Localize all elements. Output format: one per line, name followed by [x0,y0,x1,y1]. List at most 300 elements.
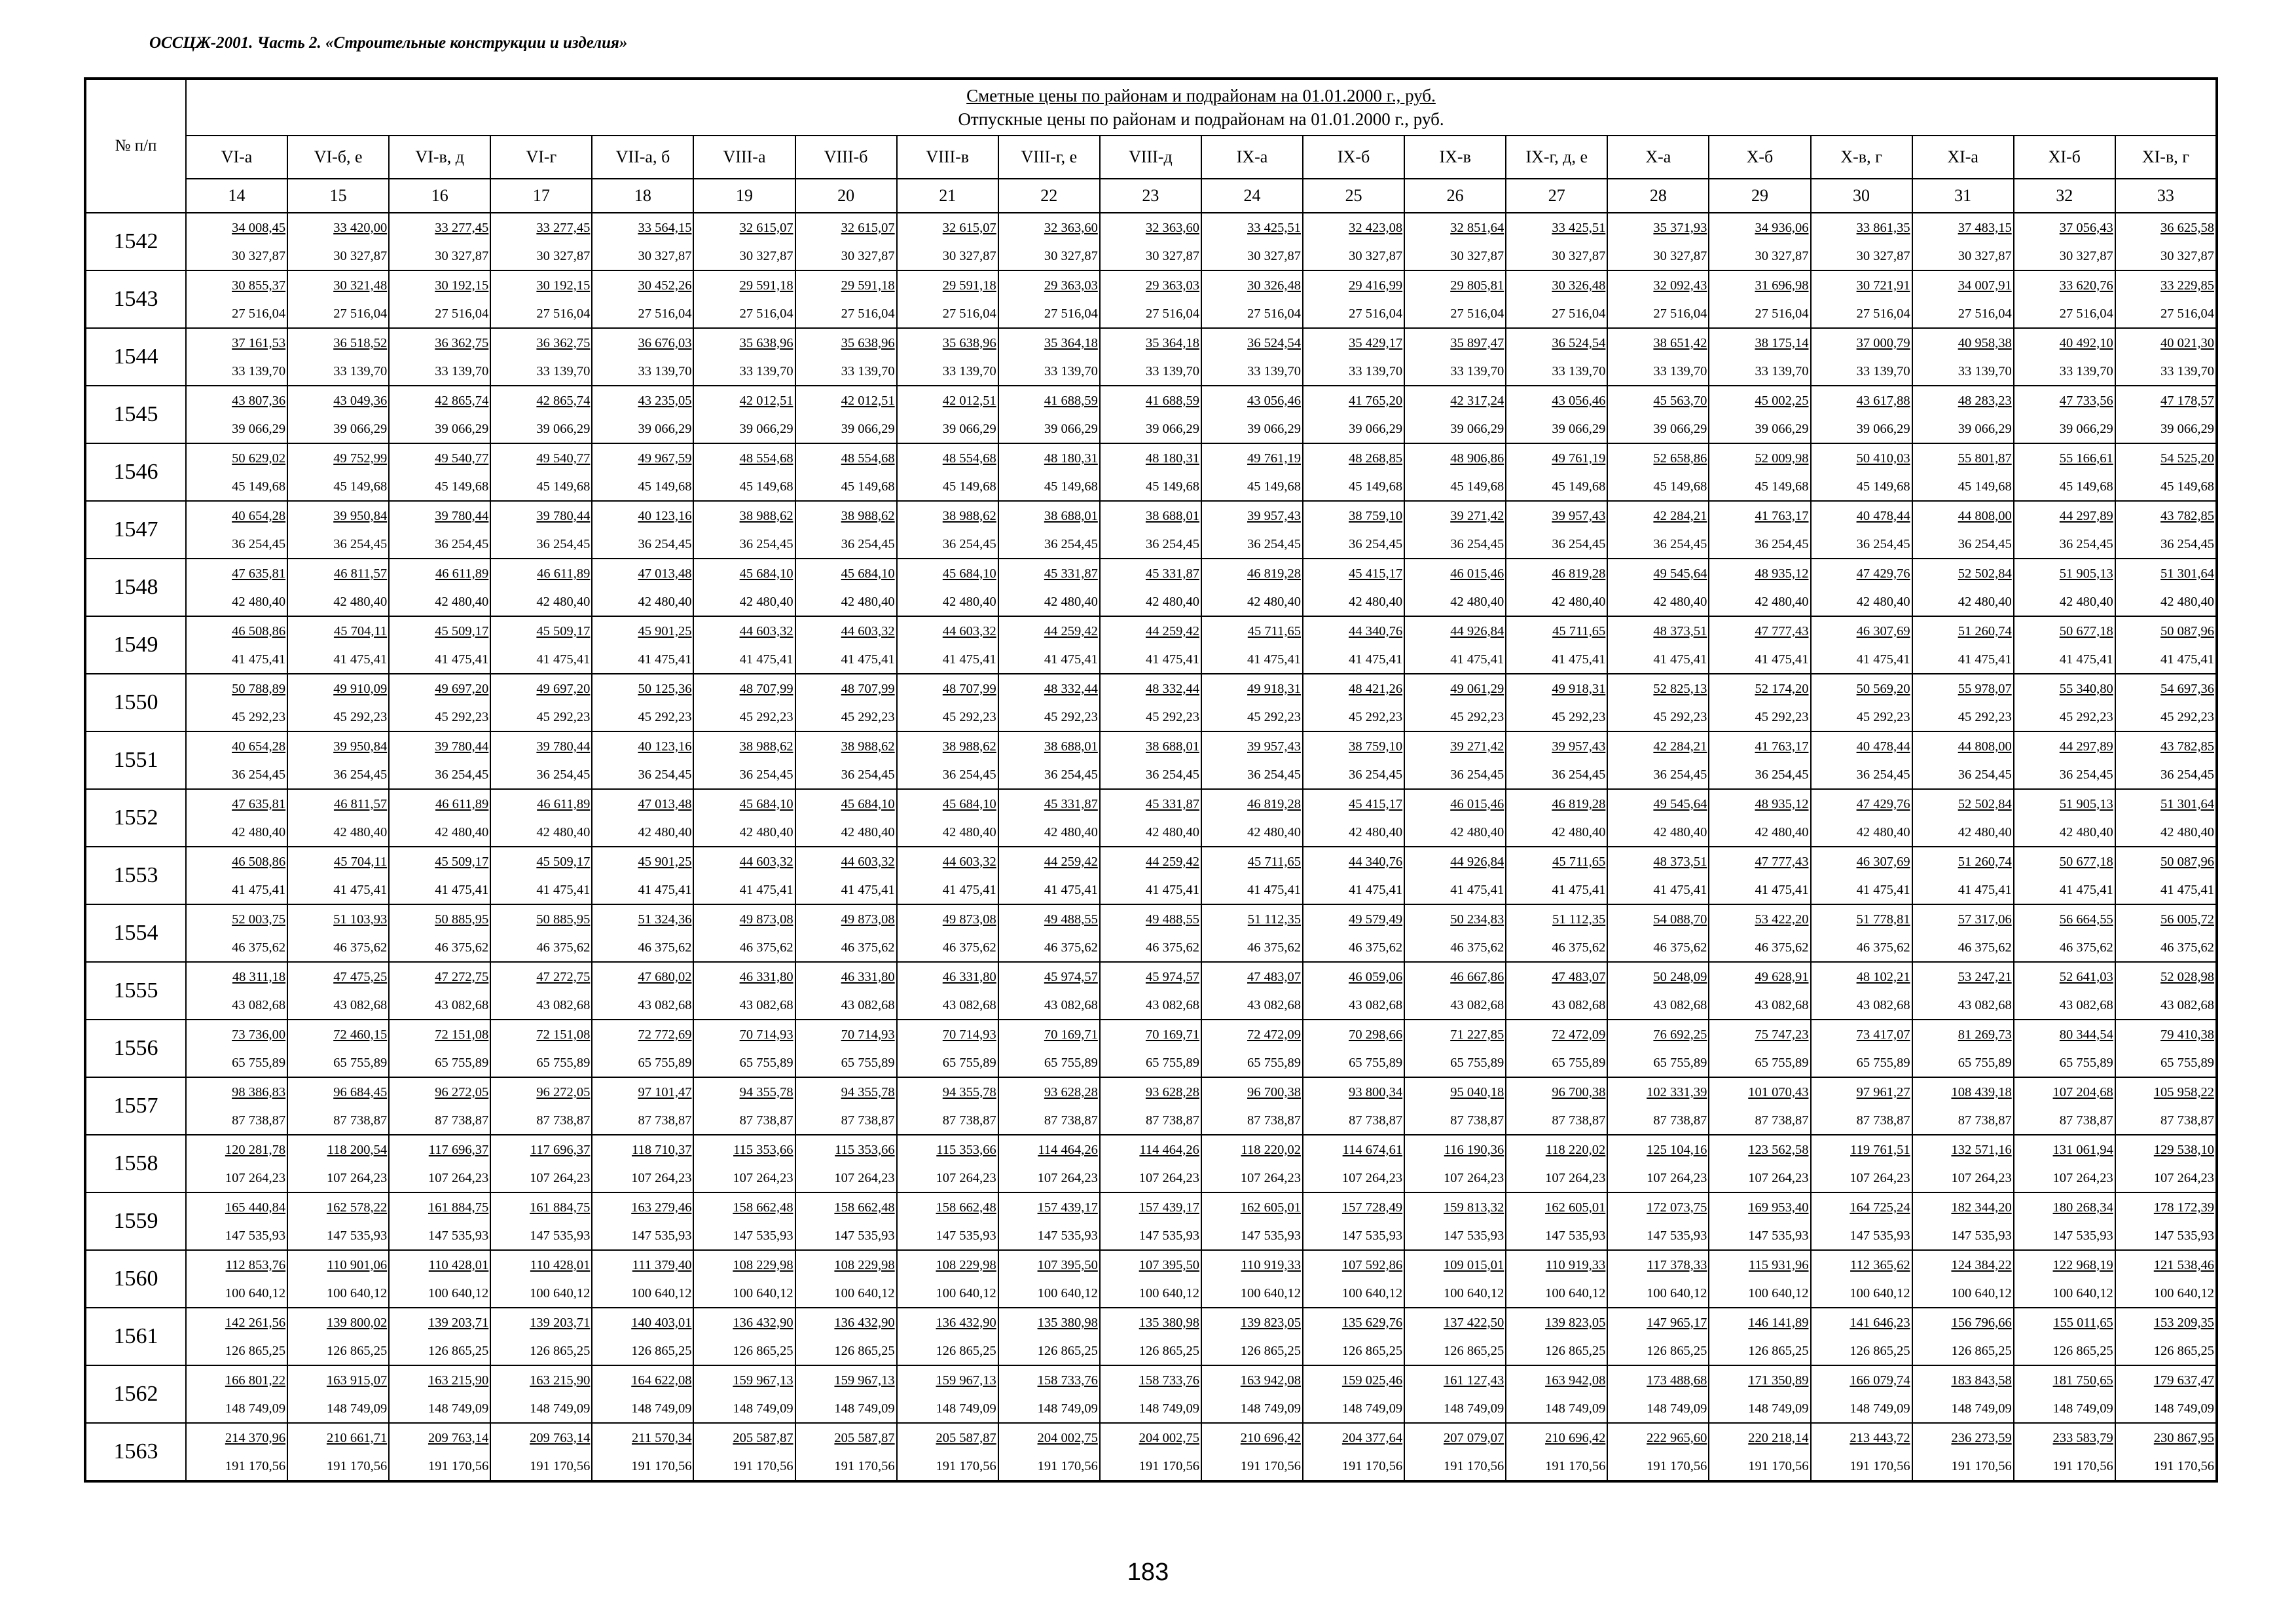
estimated-price: 166 079,74 [1850,1373,1910,1388]
selling-price-cell: 41 475,41 [693,876,795,904]
estimated-price-cell [1404,904,1506,933]
selling-price-cell: 45 292,23 [1201,703,1303,731]
estimated-price: 31 696,98 [1755,278,1809,293]
estimated-price: 38 651,42 [1653,335,1707,350]
table-row [85,991,2217,1020]
estimated-price-cell [693,328,795,357]
row-number: 1555 [85,962,186,1020]
selling-price-cell: 30 327,87 [1201,242,1303,270]
estimated-price: 47 483,07 [1552,969,1606,984]
estimated-price: 162 578,22 [326,1200,388,1215]
column-number: 19 [693,179,795,213]
selling-price-cell: 27 516,04 [998,299,1100,328]
selling-price-cell: 100 640,12 [1709,1279,1810,1308]
selling-price-cell: 191 170,56 [693,1452,795,1481]
estimated-price-cell [1303,386,1404,415]
estimated-price: 45 331,87 [1145,566,1199,581]
estimated-price-cell [795,731,897,760]
estimated-price: 166 801,22 [225,1373,286,1388]
district-header: X-б [1709,136,1810,179]
estimated-price: 32 851,64 [1450,220,1504,235]
estimated-price-cell [592,1423,693,1452]
selling-price-cell: 36 254,45 [1506,760,1607,789]
estimated-price-cell [897,904,998,933]
estimated-price-cell [1303,731,1404,760]
estimated-price-cell [998,674,1100,703]
estimated-price: 43 617,88 [1856,393,1910,408]
estimated-price-cell [186,789,287,818]
selling-price-cell: 65 755,89 [1404,1048,1506,1077]
estimated-price-cell [1404,1020,1506,1048]
estimated-price: 210 696,42 [1240,1430,1302,1445]
district-header: VIII-в [897,136,998,179]
selling-price-cell: 46 375,62 [2014,933,2115,962]
estimated-price: 55 978,07 [1958,681,2012,696]
selling-price-cell: 107 264,23 [2115,1164,2217,1192]
estimated-price-cell [1607,731,1709,760]
estimated-price-cell [490,501,592,530]
estimated-price: 41 688,59 [1044,393,1098,408]
estimated-price: 179 637,47 [2153,1373,2215,1388]
estimated-price: 45 415,17 [1349,796,1403,811]
estimated-price: 139 823,05 [1240,1315,1302,1330]
estimated-price: 43 056,46 [1552,393,1606,408]
estimated-price: 57 317,06 [1958,912,2012,927]
estimated-price-cell [2115,1192,2217,1221]
estimated-price: 51 778,81 [1856,912,1910,927]
estimated-price-cell [1100,1365,1201,1394]
estimated-price-cell [490,1250,592,1279]
estimated-price-cell [1506,501,1607,530]
estimated-price-cell [287,328,389,357]
estimated-price: 116 190,36 [1444,1142,1504,1157]
selling-price-cell: 191 170,56 [1404,1452,1506,1481]
estimated-price-cell [1100,328,1201,357]
estimated-price: 42 012,51 [739,393,793,408]
table-row [85,1452,2217,1481]
selling-price-cell: 45 149,68 [1404,472,1506,501]
column-number: 32 [2014,179,2115,213]
selling-price-cell: 41 475,41 [592,876,693,904]
estimated-price: 122 968,19 [2052,1257,2113,1272]
estimated-price-cell [897,1020,998,1048]
estimated-price-cell [998,328,1100,357]
estimated-price-cell [186,1250,287,1279]
estimated-price: 37 056,43 [2059,220,2113,235]
estimated-price: 45 684,10 [739,796,793,811]
column-number: 28 [1607,179,1709,213]
selling-price-cell: 100 640,12 [1100,1279,1201,1308]
selling-price-cell: 43 082,68 [897,991,998,1020]
estimated-price-cell [1100,1020,1201,1048]
selling-price-cell: 41 475,41 [1912,876,2014,904]
estimated-price-cell [998,1250,1100,1279]
selling-price-cell: 36 254,45 [897,530,998,559]
selling-price-cell: 30 327,87 [693,242,795,270]
estimated-price: 108 229,98 [834,1257,895,1272]
estimated-price: 45 509,17 [435,854,489,869]
selling-price-cell: 100 640,12 [1404,1279,1506,1308]
selling-price-cell: 191 170,56 [1912,1452,2014,1481]
estimated-price-cell [1404,270,1506,299]
estimated-price: 51 103,93 [333,912,388,927]
estimated-price-cell [1607,1308,1709,1337]
selling-price-cell: 45 292,23 [389,703,490,731]
selling-price-cell: 39 066,29 [1100,415,1201,443]
row-number-header: № п/п [85,79,186,213]
estimated-price-cell [186,328,287,357]
column-number: 15 [287,179,389,213]
estimated-price-cell [693,904,795,933]
estimated-price-cell [1912,328,2014,357]
selling-price-cell: 87 738,87 [490,1106,592,1135]
estimated-price: 48 554,68 [942,451,996,466]
estimated-price: 72 460,15 [333,1027,388,1042]
estimated-price-cell [1811,847,1912,876]
selling-price-cell: 100 640,12 [2014,1279,2115,1308]
estimated-price-cell [1303,847,1404,876]
selling-price-cell: 41 475,41 [490,645,592,674]
estimated-price-cell [2014,789,2115,818]
estimated-price-cell [1709,213,1810,242]
table-row [85,731,2217,760]
estimated-price-cell [897,328,998,357]
estimated-price: 45 415,17 [1349,566,1403,581]
estimated-price-cell [1100,386,1201,415]
estimated-price-cell [287,1135,389,1164]
estimated-price-cell [1303,1020,1404,1048]
estimated-price: 49 918,31 [1552,681,1606,696]
estimated-price-cell [1201,559,1303,587]
selling-price-cell: 41 475,41 [287,876,389,904]
selling-price-cell: 36 254,45 [2014,760,2115,789]
row-number: 1548 [85,559,186,616]
estimated-price: 46 811,57 [333,796,388,811]
estimated-price: 41 763,17 [1755,739,1809,754]
estimated-price-cell [1709,616,1810,645]
column-number: 31 [1912,179,2014,213]
selling-price-cell: 100 640,12 [1811,1279,1912,1308]
estimated-price-cell [287,789,389,818]
selling-price-cell: 36 254,45 [1607,530,1709,559]
estimated-price: 139 203,71 [428,1315,489,1330]
estimated-price-cell [998,1135,1100,1164]
estimated-price: 158 662,48 [733,1200,793,1215]
selling-price-cell: 87 738,87 [1811,1106,1912,1135]
estimated-price-cell [186,1423,287,1452]
selling-price-cell: 87 738,87 [389,1106,490,1135]
estimated-price-cell [998,213,1100,242]
estimated-price: 35 638,96 [841,335,895,350]
estimated-price-cell [1404,789,1506,818]
selling-price-cell: 39 066,29 [1201,415,1303,443]
selling-price-cell: 42 480,40 [1912,818,2014,847]
estimated-price: 49 545,64 [1653,566,1707,581]
selling-price-cell: 87 738,87 [1201,1106,1303,1135]
column-number: 16 [389,179,490,213]
estimated-price: 40 654,28 [232,739,286,754]
estimated-price: 80 344,54 [2059,1027,2113,1042]
estimated-price-cell [2115,328,2217,357]
estimated-price-cell [287,1077,389,1106]
selling-price-cell: 43 082,68 [1201,991,1303,1020]
estimated-price: 115 353,66 [936,1142,996,1157]
estimated-price-cell [186,1308,287,1337]
estimated-price: 44 297,89 [2059,739,2113,754]
selling-price-cell: 41 475,41 [897,876,998,904]
district-header: XI-б [2014,136,2115,179]
estimated-price: 52 009,98 [1755,451,1809,466]
selling-price-cell: 27 516,04 [287,299,389,328]
selling-price-cell: 41 475,41 [897,645,998,674]
estimated-price-cell [1506,962,1607,991]
estimated-price-cell [1811,1192,1912,1221]
selling-price-cell: 65 755,89 [287,1048,389,1077]
selling-price-cell: 45 149,68 [186,472,287,501]
estimated-price: 159 813,32 [1443,1200,1504,1215]
estimated-price-cell [1100,270,1201,299]
selling-price-cell: 43 082,68 [1607,991,1709,1020]
estimated-price-cell [1201,1250,1303,1279]
selling-price-cell: 65 755,89 [2014,1048,2115,1077]
estimated-price: 30 192,15 [435,278,489,293]
estimated-price: 43 049,36 [333,393,388,408]
selling-price-cell: 191 170,56 [490,1452,592,1481]
estimated-price-cell [1811,1250,1912,1279]
selling-price-cell: 42 480,40 [389,587,490,616]
estimated-price-cell [693,270,795,299]
estimated-price: 39 950,84 [333,739,388,754]
estimated-price: 49 697,20 [536,681,591,696]
selling-price-cell: 45 149,68 [2014,472,2115,501]
estimated-price: 132 571,16 [1951,1142,2012,1157]
estimated-price: 44 259,42 [1145,623,1199,638]
estimated-price-cell [186,616,287,645]
selling-price-cell: 107 264,23 [490,1164,592,1192]
estimated-price-cell [1912,904,2014,933]
estimated-price-cell [1607,616,1709,645]
estimated-price: 33 425,51 [1552,220,1606,235]
estimated-price: 39 950,84 [333,508,388,523]
selling-price-cell: 65 755,89 [1506,1048,1607,1077]
district-header: X-в, г [1811,136,1912,179]
row-number: 1545 [85,386,186,443]
estimated-price: 44 259,42 [1044,623,1098,638]
estimated-price-cell [1607,1077,1709,1106]
estimated-price-cell [1404,962,1506,991]
estimated-price-cell [1303,616,1404,645]
selling-price-cell: 46 375,62 [2115,933,2217,962]
estimated-price: 47 635,81 [232,566,286,581]
estimated-price-cell [795,1077,897,1106]
estimated-price: 50 087,96 [2160,623,2215,638]
estimated-price: 163 915,07 [326,1373,388,1388]
estimated-price-cell [490,328,592,357]
selling-price-cell: 46 375,62 [1404,933,1506,962]
selling-price-cell: 42 480,40 [287,587,389,616]
estimated-price-cell [592,962,693,991]
selling-price-cell: 42 480,40 [186,587,287,616]
estimated-price-cell [186,443,287,472]
selling-price-cell: 36 254,45 [795,760,897,789]
selling-price-cell: 33 139,70 [693,357,795,386]
estimated-price-cell [2115,559,2217,587]
column-number: 17 [490,179,592,213]
estimated-price: 42 284,21 [1653,739,1707,754]
selling-price-cell: 33 139,70 [1811,357,1912,386]
estimated-price: 51 301,64 [2160,566,2215,581]
selling-price-cell: 33 139,70 [1709,357,1810,386]
estimated-price-cell [2115,1020,2217,1048]
selling-price-cell: 148 749,09 [592,1394,693,1423]
estimated-price: 108 439,18 [1951,1084,2012,1099]
selling-price-cell: 87 738,87 [592,1106,693,1135]
estimated-price-cell [1201,789,1303,818]
estimated-price-cell [389,1423,490,1452]
selling-price-cell: 45 149,68 [1709,472,1810,501]
estimated-price: 44 808,00 [1958,739,2012,754]
estimated-price: 164 622,08 [631,1373,692,1388]
table-row [85,1250,2217,1279]
estimated-price-cell [693,213,795,242]
estimated-price-cell [1709,1077,1810,1106]
estimated-price-cell [1709,559,1810,587]
estimated-price: 161 884,75 [428,1200,489,1215]
estimated-price: 48 935,12 [1755,796,1809,811]
selling-price-cell: 45 292,23 [490,703,592,731]
selling-price-cell: 43 082,68 [693,991,795,1020]
estimated-price: 50 248,09 [1653,969,1707,984]
estimated-price: 48 707,99 [841,681,895,696]
estimated-price: 44 603,32 [739,623,793,638]
estimated-price: 180 268,34 [2052,1200,2113,1215]
estimated-price-cell [1100,904,1201,933]
estimated-price-cell [287,386,389,415]
estimated-price: 42 284,21 [1653,508,1707,523]
estimated-price: 29 363,03 [1145,278,1199,293]
estimated-price: 47 178,57 [2160,393,2215,408]
estimated-price-cell [998,789,1100,818]
row-number: 1542 [85,213,186,270]
estimated-price-cell [1404,213,1506,242]
estimated-price: 44 340,76 [1349,623,1403,638]
estimated-price: 205 587,87 [834,1430,895,1445]
selling-price-cell: 126 865,25 [1912,1337,2014,1365]
selling-price-cell: 126 865,25 [998,1337,1100,1365]
selling-price-cell: 36 254,45 [186,530,287,559]
estimated-price: 50 125,36 [638,681,692,696]
estimated-price-cell [592,443,693,472]
table-row [85,1308,2217,1337]
selling-price-cell: 65 755,89 [1303,1048,1404,1077]
selling-price-cell: 107 264,23 [1100,1164,1201,1192]
estimated-price-cell [2115,1250,2217,1279]
estimated-price-cell [389,616,490,645]
selling-price-cell: 41 475,41 [1100,876,1201,904]
estimated-price: 49 873,08 [942,912,996,927]
estimated-price-cell [998,847,1100,876]
estimated-price: 39 780,44 [536,508,591,523]
selling-price-cell: 147 535,93 [1506,1221,1607,1250]
estimated-price: 30 855,37 [232,278,286,293]
estimated-price: 48 707,99 [942,681,996,696]
estimated-price-cell [795,1250,897,1279]
estimated-price-cell [592,559,693,587]
estimated-price-cell [1506,1135,1607,1164]
estimated-price-cell [1201,213,1303,242]
selling-price-cell: 87 738,87 [1506,1106,1607,1135]
selling-price-cell: 45 149,68 [897,472,998,501]
selling-price-cell: 45 149,68 [592,472,693,501]
estimated-price-cell [1811,328,1912,357]
selling-price-cell: 46 375,62 [1912,933,2014,962]
estimated-price: 117 696,37 [428,1142,489,1157]
estimated-price: 42 317,24 [1450,393,1504,408]
selling-price-cell: 43 082,68 [490,991,592,1020]
estimated-price-cell [2014,1077,2115,1106]
selling-price-cell: 100 640,12 [998,1279,1100,1308]
estimated-price-cell [897,501,998,530]
estimated-price: 110 919,33 [1545,1257,1606,1272]
selling-price-cell: 30 327,87 [998,242,1100,270]
estimated-price-cell [1811,789,1912,818]
caption-selling-prices: Отпускные цены по районам и подрайонам на 01.01.2000 г., руб. [958,109,1444,129]
selling-price-cell: 45 149,68 [1201,472,1303,501]
estimated-price: 125 104,16 [1647,1142,1707,1157]
selling-price-cell: 148 749,09 [1201,1394,1303,1423]
selling-price-cell: 191 170,56 [1100,1452,1201,1481]
estimated-price: 110 428,01 [530,1257,591,1272]
selling-price-cell: 191 170,56 [1607,1452,1709,1481]
estimated-price: 33 229,85 [2160,278,2215,293]
estimated-price: 51 301,64 [2160,796,2215,811]
selling-price-cell: 148 749,09 [1709,1394,1810,1423]
estimated-price-cell [1506,616,1607,645]
estimated-price: 40 021,30 [2160,335,2215,350]
estimated-price: 33 861,35 [1856,220,1910,235]
estimated-price-cell [2115,962,2217,991]
selling-price-cell: 36 254,45 [1303,530,1404,559]
table-row [85,443,2217,472]
selling-price-cell: 41 475,41 [186,876,287,904]
table-row [85,415,2217,443]
estimated-price-cell [1811,674,1912,703]
selling-price-cell: 43 082,68 [1506,991,1607,1020]
estimated-price: 48 373,51 [1653,623,1707,638]
estimated-price-cell [1201,270,1303,299]
estimated-price-cell [1709,962,1810,991]
estimated-price: 157 439,17 [1139,1200,1199,1215]
selling-price-cell: 191 170,56 [2115,1452,2217,1481]
selling-price-cell: 43 082,68 [186,991,287,1020]
estimated-price-cell [2014,1308,2115,1337]
estimated-price-cell [897,1423,998,1452]
selling-price-cell: 36 254,45 [1912,530,2014,559]
estimated-price: 51 905,13 [2059,796,2113,811]
district-header: VIII-д [1100,136,1201,179]
estimated-price-cell [2115,1423,2217,1452]
estimated-price: 42 865,74 [435,393,489,408]
price-table-body [85,213,2217,1481]
estimated-price: 48 373,51 [1653,854,1707,869]
estimated-price-cell [897,1135,998,1164]
estimated-price: 33 564,15 [638,220,692,235]
estimated-price: 44 297,89 [2059,508,2113,523]
estimated-price: 139 800,02 [326,1315,388,1330]
row-number: 1563 [85,1423,186,1481]
estimated-price: 45 002,25 [1755,393,1809,408]
selling-price-cell: 42 480,40 [1912,587,2014,616]
